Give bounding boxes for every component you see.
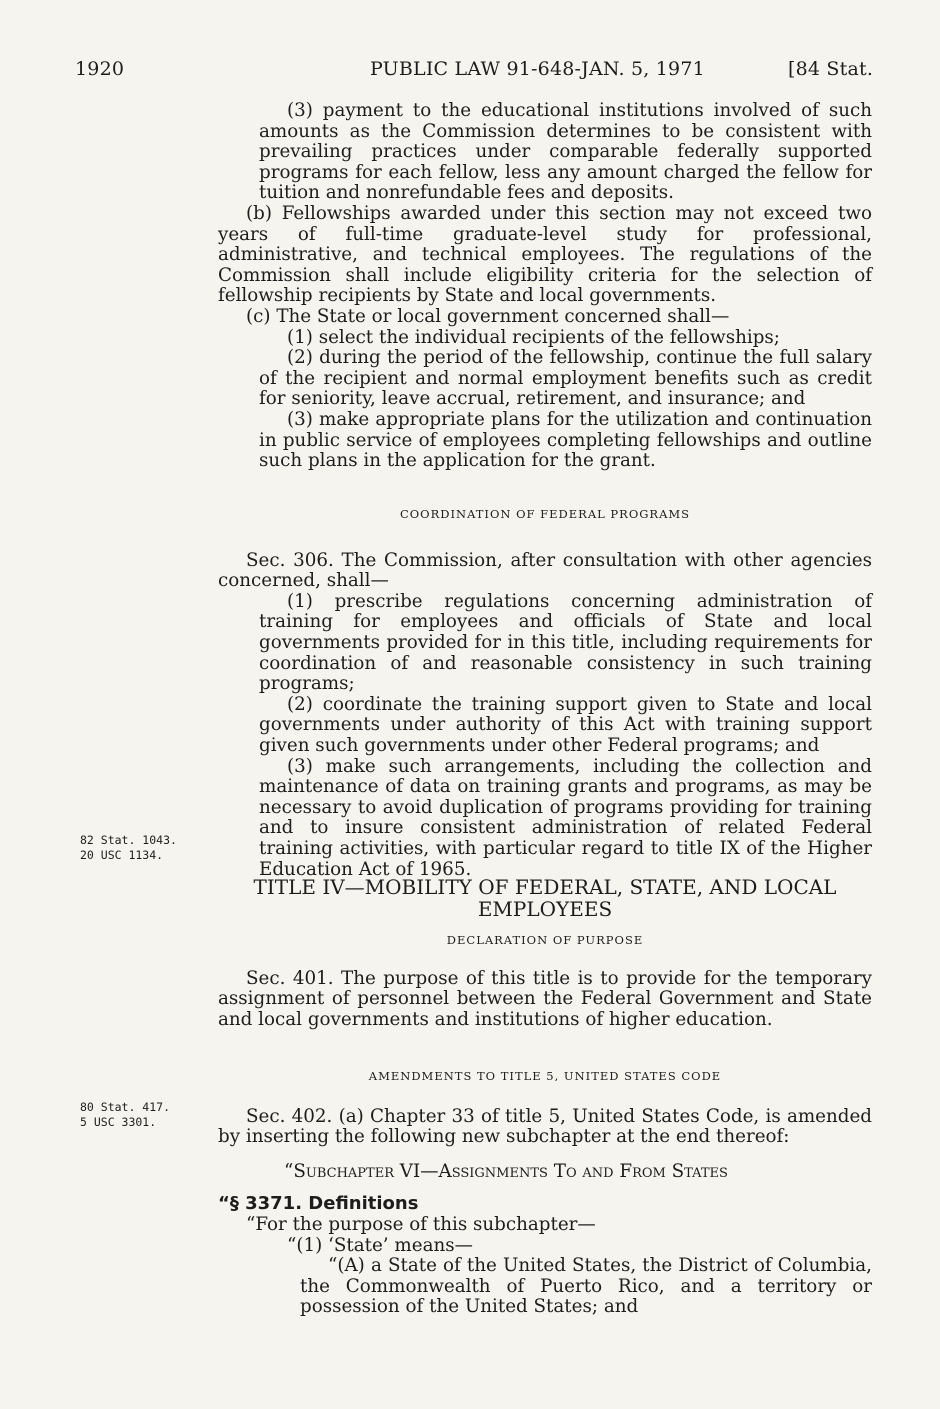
state-definition: “(1) ‘State’ means— xyxy=(287,1234,473,1256)
subchapter-heading: “Subchapter VI—Assignments To and From States xyxy=(284,1160,728,1182)
statute-volume: [84 Stat. xyxy=(788,58,874,80)
section-402 xyxy=(218,1066,872,1318)
section-402-text: Sec. 402. (a) Chapter 33 of title 5, United States Code, is amended by inserting the following new subchapter at the end thereof: xyxy=(218,1105,872,1148)
paragraph-c3: (3) make appropriate plans for the utilization and continuation in public service of employees completing fellowships and outline such plans in the application for the grant. xyxy=(259,408,872,472)
section-401: Sec. 401. The purpose of this title is to provide for the temporary assignment of personnel between the Federal Government and State and local governments and institutions of higher education. xyxy=(218,967,872,1030)
section-306-intro: Sec. 306. The Commission, after consultation with other agencies concerned, shall— xyxy=(218,549,872,592)
section-306-item-2: (2) coordinate the training support given to State and local governments under authority of this Act with training support given such governments under other Federal programs; and xyxy=(259,693,872,756)
margin-note-1 xyxy=(80,833,177,863)
section-3371-heading: “§ 3371. Definitions xyxy=(218,1193,419,1215)
margin-note-2-line-2: 5 USC 3301. xyxy=(80,1115,157,1129)
margin-note-1-line-2: 20 USC 1134. xyxy=(80,848,164,862)
state-definition-a: “(A) a State of the United States, the District of Columbia, the Commonwealth of Puerto Rico, and a territory or possession of the United States; and xyxy=(300,1255,872,1318)
heading-amendments: AMENDMENTS TO TITLE 5, UNITED STATES CODE xyxy=(368,1069,722,1083)
page-number: 1920 xyxy=(75,58,125,80)
margin-note-2 xyxy=(80,1100,170,1130)
page-title: PUBLIC LAW 91-648-JAN. 5, 1971 xyxy=(370,58,705,80)
section-306-item-1: (1) prescribe regulations concerning administration of training for employees and officials of State and local governments provided for in this title, including requirements for coordination of and reasonable consistency in such training programs; xyxy=(259,590,872,695)
paragraph-c1: (1) select the individual recipients of the fellowships; xyxy=(287,326,780,348)
heading-coordination: COORDINATION OF FEDERAL PROGRAMS xyxy=(399,507,691,521)
margin-note-1-line-1: 82 Stat. 1043. xyxy=(80,833,177,847)
paragraph-c: (c) The State or local government concerned shall— xyxy=(246,305,730,327)
section-305-continued xyxy=(218,101,872,472)
section-306 xyxy=(218,504,872,880)
margin-note-2-line-1: 80 Stat. 417. xyxy=(80,1100,171,1114)
paragraph-c2: (2) during the period of the fellowship, continue the full salary of the recipient and normal employment benefits such as credit for seniority, leave accrual, retirement, and insurance; and xyxy=(259,347,872,410)
title-iv-heading: TITLE IV—MOBILITY OF FEDERAL, STATE, AND LOCAL EMPLOYEES xyxy=(253,875,837,921)
paragraph-a3: (3) payment to the educational institutions involved of such amounts as the Commission determines to be consistent with prevailing practices under comparable federally supported programs for each fellow, less any amount charged the fellow for tuition and nonrefundable fees and deposits. xyxy=(259,100,872,204)
paragraph-b: (b) Fellowships awarded under this section may not exceed two years of full-time graduate-level study for professional, administrative, and technical employees. The regulations of the Commission shall include eligibility criteria for the selection of fellowship recipients by State and local governments. xyxy=(218,202,872,307)
title-iv xyxy=(218,876,872,1030)
heading-declaration: DECLARATION OF PURPOSE xyxy=(446,933,644,947)
purpose-line: “For the purpose of this subchapter— xyxy=(246,1213,596,1235)
section-306-item-3: (3) make such arrangements, including the collection and maintenance of data on training grants and programs, as may be necessary to avoid duplication of programs providing for training and to insure consistent administration of related Federal training activities, with particular regard to title IX of the Higher Education Act of 1965. xyxy=(259,755,872,880)
